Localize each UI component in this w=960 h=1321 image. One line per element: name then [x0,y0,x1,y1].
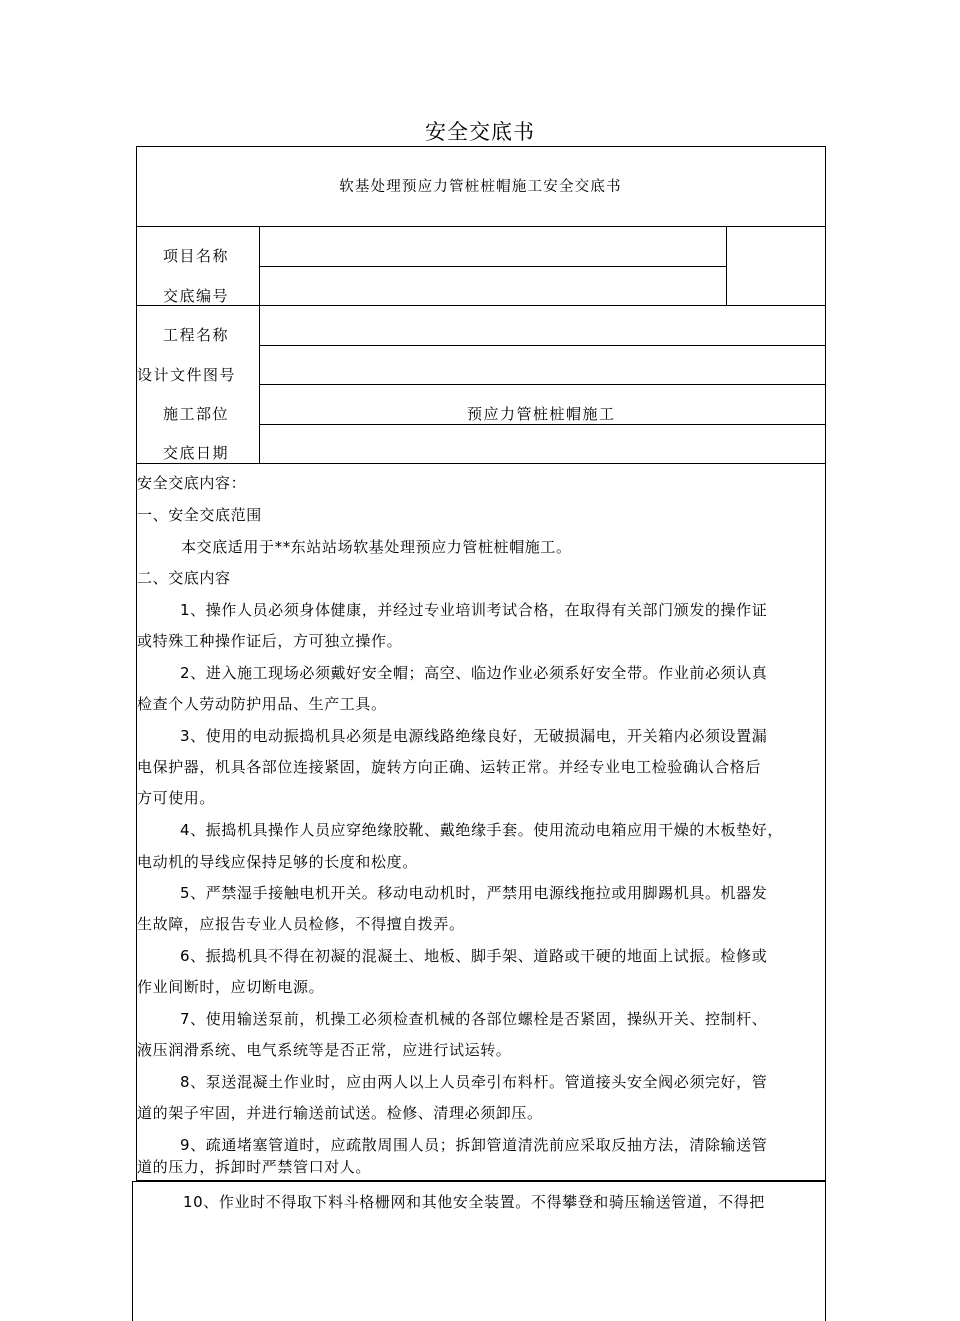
item-2-line-2: 检查个人劳动防护用品、生产工具。 [137,695,387,713]
row-divider [259,424,826,425]
row-divider [136,305,826,306]
item-5-line-1: 5、严禁湿手接触电机开关。移动电动机时，严禁用电源线拖拉或用脚踢机具。机器发 [180,884,768,902]
column-divider [726,226,727,305]
item-10-line-1: 10、作业时不得取下料斗格栅网和其他安全装置。不得攀登和骑压输送管道，不得把 [183,1193,765,1211]
row-divider [136,463,826,464]
page-break-clip [136,1158,826,1179]
item-3-line-2: 电保护器，机具各部位连接紧固，旋转方向正确、运转正常。并经专业电工检验确认合格后 [137,758,762,776]
item-7-line-1: 7、使用输送泵前，机操工必须检查机械的各部位螺栓是否紧固，操纵开关、控制杆、 [180,1010,768,1028]
item-6-line-2: 作业间断时，应切断电源。 [137,978,325,996]
item-4-line-1: 4、振捣机具操作人员应穿绝缘胶靴、戴绝缘手套。使用流动电箱应用干燥的木板垫好， [180,821,783,839]
label-engineering-name: 工程名称 [163,326,230,344]
row-divider [259,266,726,267]
item-1-line-2: 或特殊工种操作证后，方可独立操作。 [137,632,403,650]
row-divider [259,345,826,346]
item-2-line-1: 2、进入施工现场必须戴好安全帽；高空、临边作业必须系好安全带。作业前必须认真 [180,664,768,682]
item-3-line-3: 方可使用。 [137,789,216,807]
section1-text: 本交底适用于**东站站场软基处理预应力管桩桩帽施工。 [181,538,572,556]
item-9-line-1: 9、疏通堵塞管道时，应疏散周围人员；拆卸管道清洗前应采取反抽方法，清除输送管 [180,1136,768,1154]
column-divider [259,226,260,463]
row-divider [259,384,826,385]
item-5-line-2: 生故障，应报告专业人员检修，不得擅自拨弄。 [137,915,465,933]
section2-title: 二、交底内容 [137,569,231,587]
item-1-line-1: 1、操作人员必须身体健康，并经过专业培训考试合格，在取得有关部门颁发的操作证 [180,601,768,619]
value-construction-part: 预应力管桩桩帽施工 [467,405,616,423]
item-7-line-2: 液压润滑系统、电气系统等是否正常，应进行试运转。 [137,1041,512,1059]
label-disclosure-date: 交底日期 [163,444,230,462]
item-8-line-1: 8、泵送混凝土作业时，应由两人以上人员牵引布料杆。管道接头安全阀必须完好，管 [180,1073,768,1091]
row-divider [136,226,826,227]
document-subtitle: 软基处理预应力管桩桩帽施工安全交底书 [339,179,622,195]
label-project-name: 项目名称 [163,247,230,265]
document-title: 安全交底书 [425,120,535,144]
section1-title: 一、安全交底范围 [137,506,262,524]
item-9-line-2: 道的压力，拆卸时严禁管口对人。 [137,1158,372,1176]
label-drawing-number: 设计文件图号 [137,366,237,384]
item-4-line-2: 电动机的导线应保持足够的长度和松度。 [137,853,418,871]
label-disclosure-number: 交底编号 [163,287,230,305]
label-construction-part: 施工部位 [163,405,230,423]
item-6-line-1: 6、振捣机具不得在初凝的混凝土、地板、脚手架、道路或干硬的地面上试振。检修或 [180,947,768,965]
item-8-line-2: 道的架子牢固，并进行输送前试送。检修、清理必须卸压。 [137,1104,543,1122]
content-heading: 安全交底内容： [137,474,247,492]
item-3-line-1: 3、使用的电动振捣机具必须是电源线路绝缘良好，无破损漏电，开关箱内必须设置漏 [180,727,768,745]
